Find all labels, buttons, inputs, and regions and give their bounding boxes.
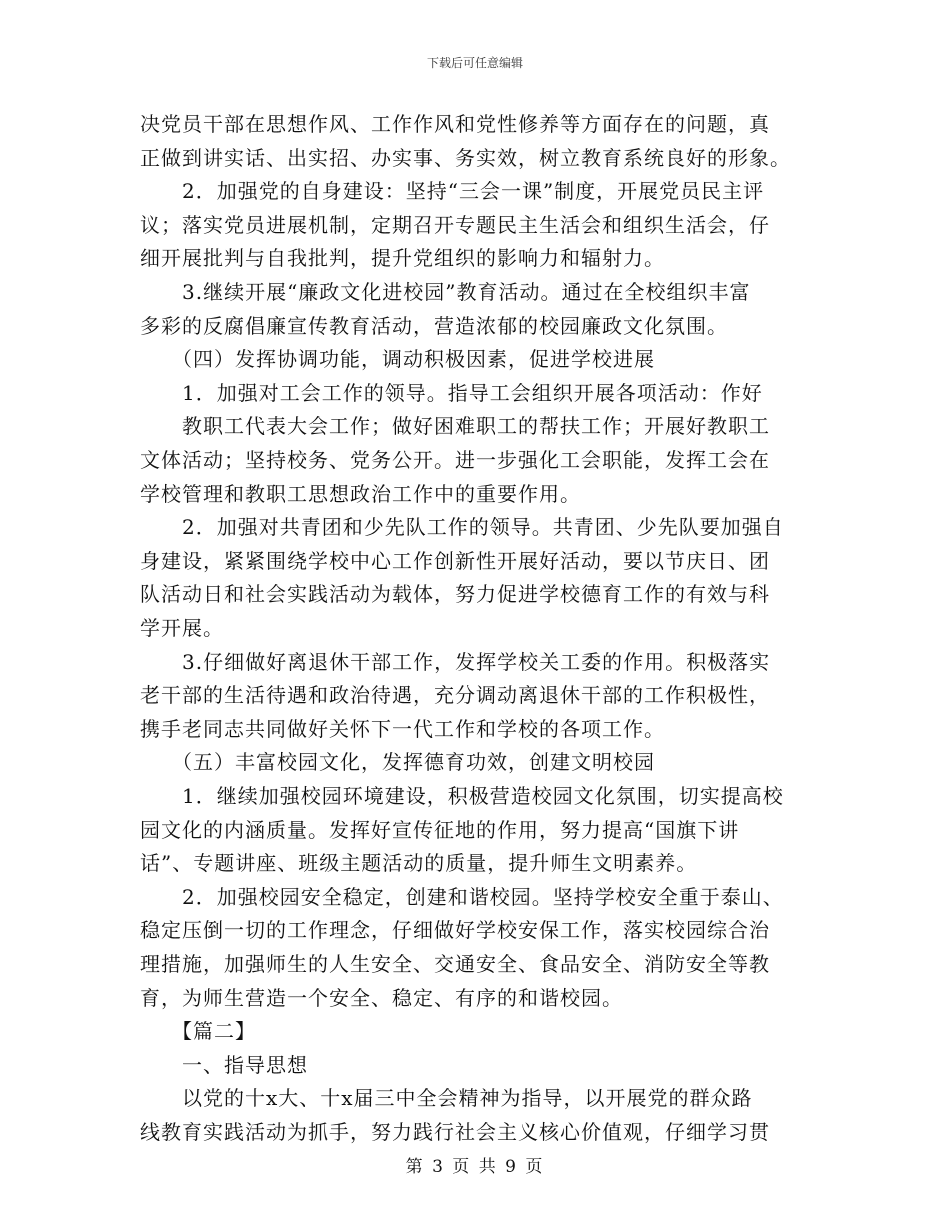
text-line: 话”、专题讲座、班级主题活动的质量，提升师生文明素养。	[140, 851, 698, 876]
text-line: 稳定压倒一切的工作理念，仔细做好学校安保工作，落实校园综合治	[140, 918, 770, 943]
text-line: 文体活动；坚持校务、党务公开。进一步强化工会职能，发挥工会在	[140, 448, 770, 472]
section-heading: （四）发挥协调功能，调动积极因素，促进学校进展	[140, 347, 655, 372]
text-line: 议；落实党员进展机制，定期召开专题民主生活会和组织生活会，仔	[140, 212, 770, 237]
text-line: 细开展批判与自我批判，提升党组织的影响力和辐射力。	[140, 246, 665, 271]
part-heading: 【篇二】	[140, 1019, 256, 1044]
text-line: 3.仔细做好离退休干部工作，发挥学校关工委的作用。积极落实	[140, 649, 771, 674]
text-line: 正做到讲实话、出实招、办实事、务实效，树立教育系统良好的形象。	[140, 145, 791, 170]
text-line: 学校管理和教职工思想政治工作中的重要作用。	[140, 481, 581, 506]
text-line: 2．加强党的自身建设：坚持“三会一课”制度，开展党员民主评	[140, 179, 765, 204]
text-line: 育，为师生营造一个安全、稳定、有序的和谐校园。	[140, 985, 623, 1010]
text-line: 携手老同志共同做好关怀下一代工作和学校的各项工作。	[140, 716, 665, 741]
text-line: 2．加强对共青团和少先队工作的领导。共青团、少先队要加强自	[140, 515, 784, 540]
text-line: 3.继续开展“廉政文化进校园”教育活动。通过在全校组织丰富	[140, 280, 751, 304]
text-line: 学开展。	[140, 616, 224, 640]
text-line: 身建设，紧紧围绕学校中心工作创新性开展好活动，要以节庆日、团	[140, 548, 770, 573]
text-line: 线教育实践活动为抓手，努力践行社会主义核心价值观，仔细学习贯	[140, 1120, 770, 1144]
text-line: 1．继续加强校园环境建设，积极营造校园文化氛围，切实提高校	[140, 784, 784, 808]
page-header: 下载后可任意编辑	[426, 56, 523, 70]
section-heading: 一、指导思想	[140, 1052, 308, 1077]
text-line: 决党员干部在思想作风、工作作风和党性修养等方面存在的问题，真	[140, 112, 770, 136]
page-footer: 第 3 页 共 9 页	[405, 1157, 545, 1177]
text-line: 以党的十x大、十x届三中全会精神为指导，以开展党的群众路	[140, 1086, 753, 1111]
text-line: 1．加强对工会工作的领导。指导工会组织开展各项活动：作好	[140, 380, 763, 405]
text-line: 园文化的内涵质量。发挥好宣传征地的作用，努力提高“国旗下讲	[140, 817, 740, 842]
text-line: 理措施，加强师生的人生安全、交通安全、食品安全、消防安全等教	[140, 952, 770, 976]
text-line: 多彩的反腐倡廉宣传教育活动，营造浓郁的校园廉政文化氛围。	[140, 313, 728, 338]
text-line: 队活动日和社会实践活动为载体，努力促进学校德育工作的有效与科	[140, 582, 770, 607]
text-line: 教职工代表大会工作；做好困难职工的帮扶工作；开展好教职工	[140, 414, 770, 439]
section-heading: （五）丰富校园文化，发挥德育功效，创建文明校园	[140, 750, 655, 775]
text-line: 老干部的生活待遇和政治待遇，充分调动离退休干部的工作积极性，	[140, 683, 770, 708]
text-line: 2．加强校园安全稳定，创建和谐校园。坚持学校安全重于泰山、	[140, 884, 784, 909]
